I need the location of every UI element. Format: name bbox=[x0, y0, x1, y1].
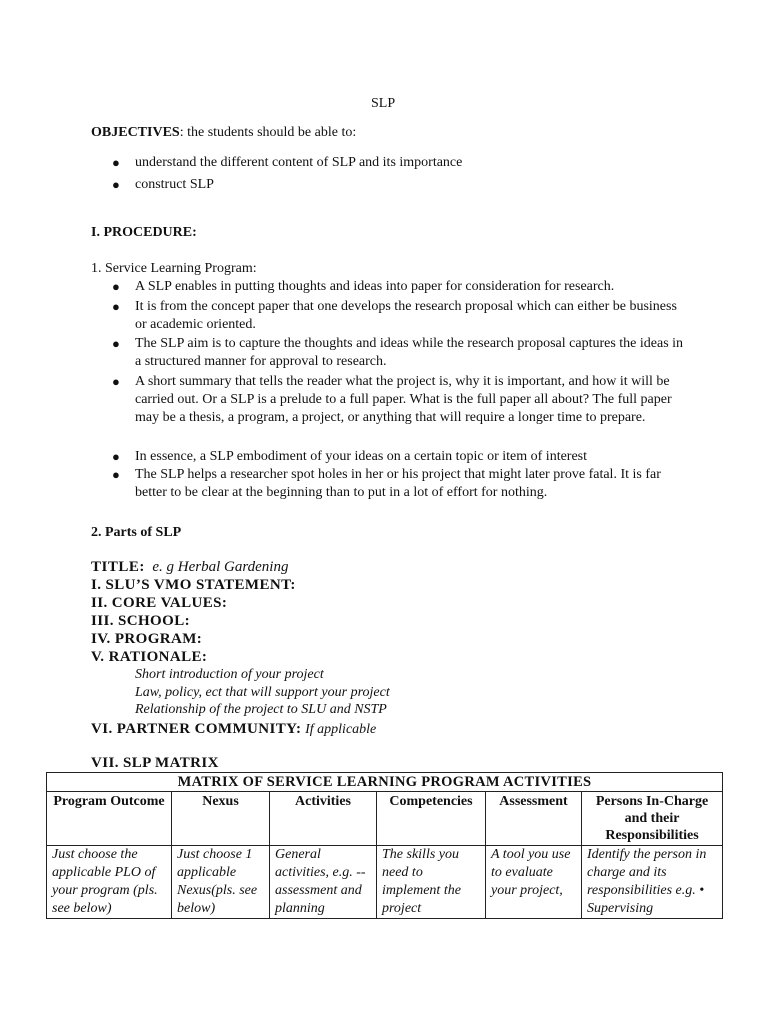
list-item: ● construct SLP bbox=[112, 177, 214, 192]
procedure-heading: I. PROCEDURE: bbox=[91, 225, 197, 240]
title-label: TITLE: bbox=[91, 559, 145, 575]
list-item: ● It is from the concept paper that one develops the research proposal which can either be business or academic oriented. bbox=[112, 299, 677, 332]
partner-line bbox=[91, 720, 376, 739]
partner-note: If applicable bbox=[305, 722, 377, 737]
parts-heading: 2. Parts of SLP bbox=[91, 525, 182, 540]
rationale-item: Relationship of the project to SLU and NSTP bbox=[135, 702, 387, 717]
partner-label: VI. PARTNER COMMUNITY: bbox=[91, 721, 302, 737]
matrix-title: MATRIX OF SERVICE LEARNING PROGRAM ACTIVITIES bbox=[47, 773, 723, 792]
section1-title: 1. Service Learning Program: bbox=[91, 261, 257, 276]
table-cell: Identify the person in charge and its responsibilities e.g. • Supervising bbox=[582, 846, 723, 919]
matrix-heading: VII. SLP MATRIX bbox=[91, 755, 219, 771]
rationale-item: Law, policy, ect that will support your project bbox=[135, 685, 390, 700]
document-title: SLP bbox=[371, 96, 396, 111]
header-assessment: Assessment bbox=[486, 792, 582, 846]
matrix-title-row bbox=[47, 773, 723, 792]
list-item: ● A short summary that tells the reader what the project is, why it is important, and how it will be carried out. Or a SLP is a prelude to a full paper. What is the full paper all about? The full paper may be a thesis, a program, a project, or anything that will require a longer time to prepare. bbox=[112, 374, 672, 425]
header-program-outcome: Program Outcome bbox=[47, 792, 172, 846]
header-persons-in-charge: Persons In-Charge and their Responsibilities bbox=[582, 792, 723, 846]
list-item: ● In essence, a SLP embodiment of your ideas on a certain topic or item of interest bbox=[112, 449, 588, 464]
objectives-list bbox=[91, 154, 691, 194]
objectives-line bbox=[91, 124, 356, 142]
core-values-heading: II. CORE VALUES: bbox=[91, 595, 228, 611]
table-cell: General activities, e.g. --assessment and planning bbox=[270, 846, 377, 919]
table-cell: Just choose the applicable PLO of your program (pls. see below) bbox=[47, 846, 172, 919]
list-item: ● The SLP aim is to capture the thoughts and ideas while the research proposal captures the ideas in a structured manner for approval to research. bbox=[112, 336, 684, 369]
table-cell: A tool you use to evaluate your project, bbox=[486, 846, 582, 919]
list-item: ● A SLP enables in putting thoughts and ideas into paper for consideration for research. bbox=[112, 279, 615, 294]
table-cell: Just choose 1 applicable Nexus(pls. see below) bbox=[172, 846, 270, 919]
program-heading: IV. PROGRAM: bbox=[91, 631, 203, 647]
header-nexus: Nexus bbox=[172, 792, 270, 846]
matrix-header-row bbox=[47, 792, 723, 846]
header-activities: Activities bbox=[270, 792, 377, 846]
procedure-bullets bbox=[91, 278, 691, 502]
rationale-item: Short introduction of your project bbox=[135, 667, 324, 682]
table-row bbox=[47, 846, 723, 919]
list-item: ● The SLP helps a researcher spot holes in her or his project that might later prove fatal. It is far better to be clear at the beginning than to put in a lot of effort for nothing. bbox=[112, 467, 661, 500]
rationale-heading: V. RATIONALE: bbox=[91, 649, 208, 665]
school-heading: III. SCHOOL: bbox=[91, 613, 190, 629]
table-cell: The skills you need to implement the project bbox=[377, 846, 486, 919]
objectives-label: OBJECTIVES bbox=[91, 125, 180, 140]
title-example: e. g Herbal Gardening bbox=[152, 559, 289, 575]
title-line bbox=[91, 558, 288, 576]
objectives-text: : the students should be able to: bbox=[179, 125, 357, 140]
header-competencies: Competencies bbox=[377, 792, 486, 846]
vmo-heading: I. SLU’S VMO STATEMENT: bbox=[91, 577, 296, 593]
slp-matrix-table bbox=[46, 772, 723, 919]
list-item: ● understand the different content of SLP and its importance bbox=[112, 155, 463, 170]
